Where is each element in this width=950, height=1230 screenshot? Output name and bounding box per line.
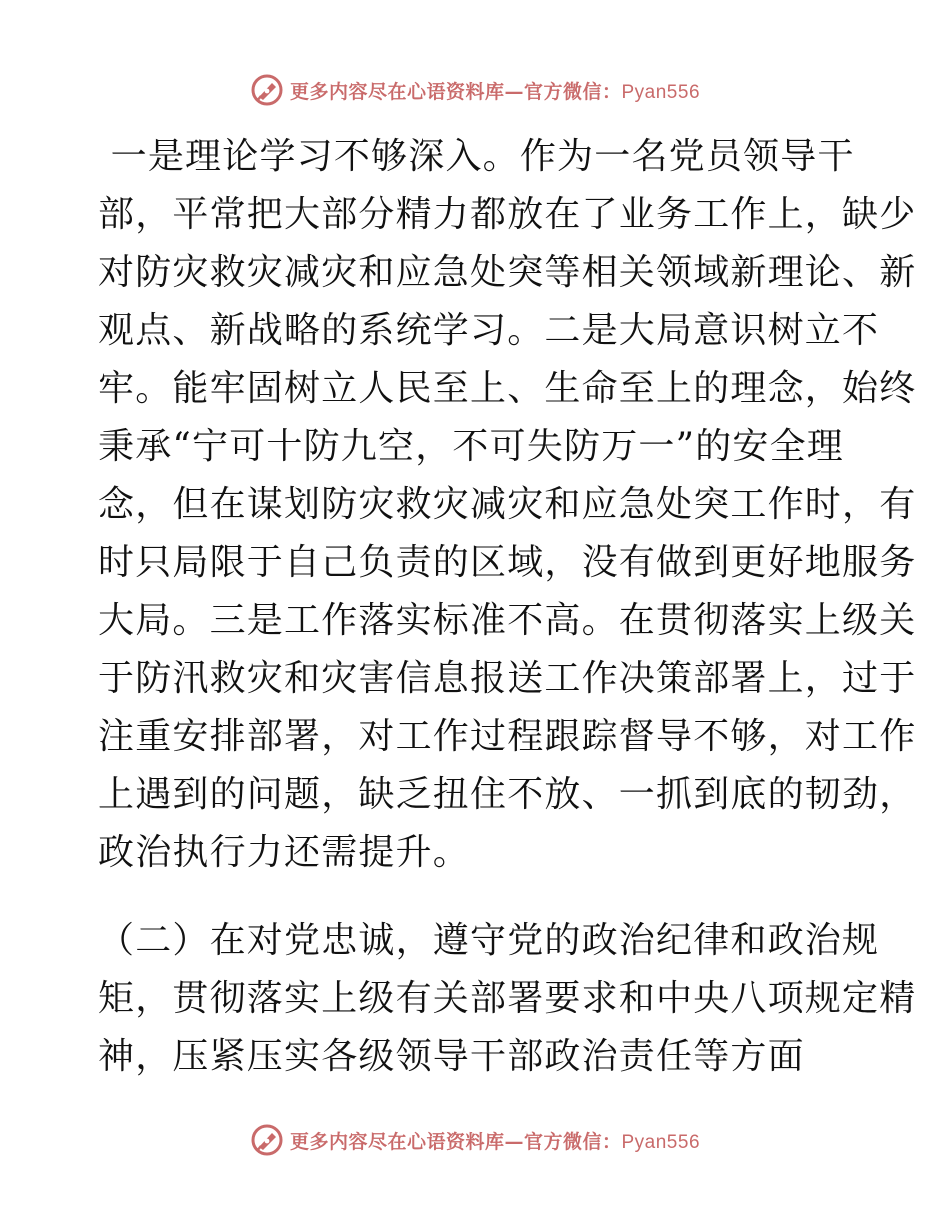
paragraph-1 [98, 128, 917, 882]
text-line: 牢。能牢固树立人民至上、生命至上的理念，始终 [98, 368, 917, 409]
text-line: 上遇到的问题，缺乏扭住不放、一抓到底的韧劲， [98, 774, 917, 815]
pen-nib-logo-icon [250, 1123, 284, 1157]
pen-nib-logo-icon [250, 73, 284, 107]
paragraph-spacer [98, 882, 858, 912]
text-line: 部，平常把大部分精力都放在了业务工作上，缺少 [98, 194, 917, 235]
watermark-wechat-id: Pyan556 [621, 1131, 701, 1153]
text-line: 神，压紧压实各级领导干部政治责任等方面 [98, 1036, 805, 1077]
document-body [98, 128, 917, 1086]
paragraph-2 [98, 912, 917, 1086]
text-line: 大局。三是工作落实标准不高。在贯彻落实上级关 [98, 600, 917, 641]
text-line: 时只局限于自己负责的区域，没有做到更好地服务 [98, 542, 917, 583]
text-line: 政治执行力还需提升。 [98, 832, 471, 873]
text-line: 念，但在谋划防灾救灾减灾和应急处突工作时，有 [98, 484, 917, 525]
text-line: 秉承“宁可十防九空，不可失防万一”的安全理 [98, 426, 845, 467]
watermark-wechat-id: Pyan556 [621, 81, 701, 103]
section-heading-line: （二）在对党忠诚，遵守党的政治纪律和政治规 [98, 920, 880, 961]
text-line: 对防灾救灾减灾和应急处突等相关领域新理论、新 [98, 252, 917, 293]
watermark-header [0, 70, 950, 110]
text-line: 于防汛救灾和灾害信息报送工作决策部署上，过于 [98, 658, 917, 699]
text-line: 一是理论学习不够深入。作为一名党员领导干 [98, 136, 855, 177]
watermark-text: 更多内容尽在心语资料库—官方微信：Pyan556 [289, 1130, 701, 1153]
text-line: 注重安排部署，对工作过程跟踪督导不够，对工作 [98, 716, 917, 757]
watermark-footer [0, 1120, 950, 1160]
watermark-text: 更多内容尽在心语资料库—官方微信：Pyan556 [289, 80, 701, 103]
text-line: 观点、新战略的系统学习。二是大局意识树立不 [98, 310, 880, 351]
text-line: 矩，贯彻落实上级有关部署要求和中央八项规定精 [98, 978, 917, 1019]
